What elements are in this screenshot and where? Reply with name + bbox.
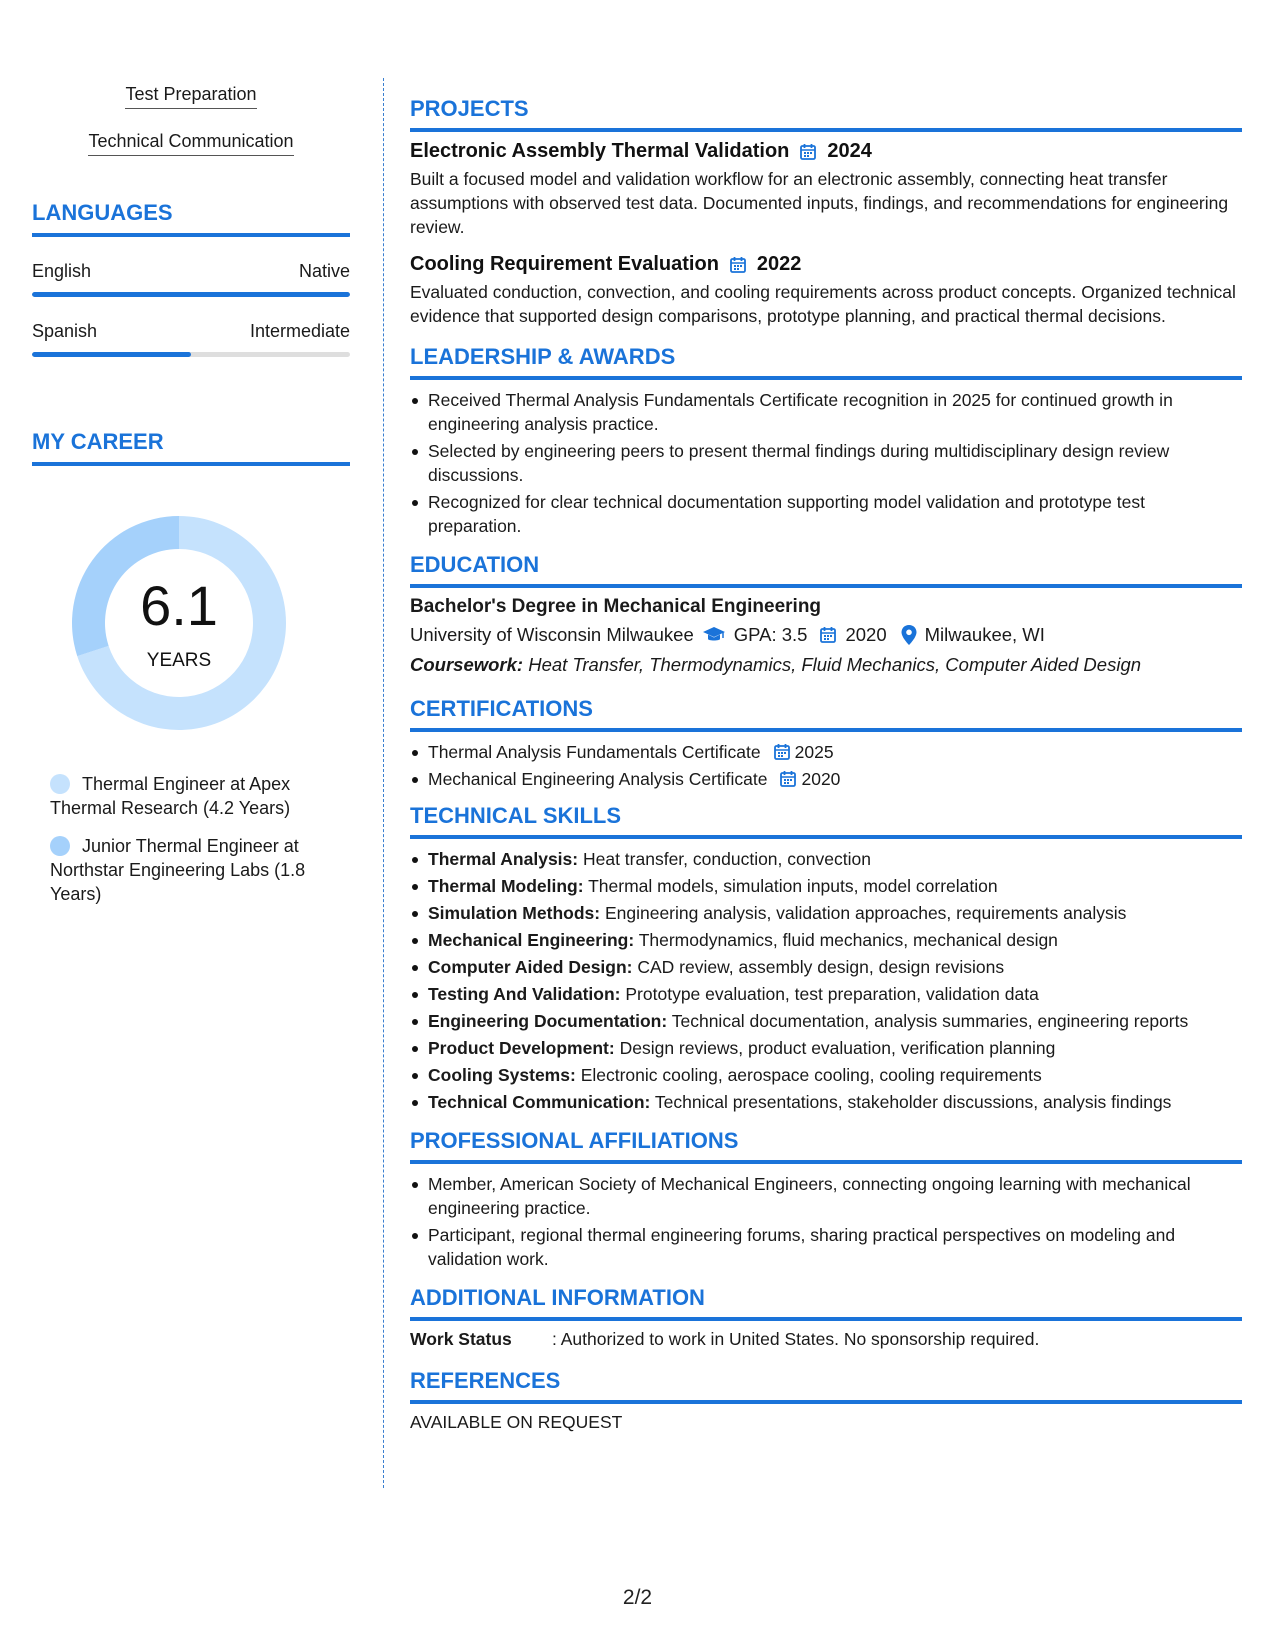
affiliations-list [410,1172,1242,1271]
certifications-list [410,740,1242,791]
skill-text: Technical presentations, stakeholder discussions, analysis findings [654,1092,1172,1112]
legend-dot-icon [50,774,70,794]
list-item: Received Thermal Analysis Fundamentals Certificate recognition in 2025 for continued growth in engineering analysis practice. [410,388,1242,436]
work-status-value: : Authorized to work in United States. No sponsorship required. [552,1329,1040,1349]
language-level: Intermediate [249,321,350,341]
education-location: Milwaukee, WI [924,624,1045,645]
career-item: Junior Thermal Engineer at Northstar Engineering Labs (1.8 Years) [50,836,306,904]
projects-heading: PROJECTS [410,96,1242,132]
skill-label: Cooling Systems: [428,1065,576,1085]
skill-text: Thermal models, simulation inputs, model correlation [588,876,998,896]
calendar-icon [729,256,747,274]
project-description: Evaluated conduction, convection, and cooling requirements across product concepts. Organized technical evidence that supported design comparisons, prototype planning, and practical thermal decisions. [410,282,1236,326]
skill-text: Heat transfer, conduction, convection [582,849,871,869]
skill-item [410,1009,1242,1033]
skill-text: CAD review, assembly design, design revisions [637,957,1005,977]
career-list [32,772,350,906]
skill-item [410,901,1242,925]
skill-item [410,1036,1242,1060]
skill-label: Engineering Documentation: [428,1011,668,1031]
project-title: Electronic Assembly Thermal Validation [410,140,790,162]
location-pin-icon [901,625,917,645]
language-entry [32,261,350,297]
skill-item [410,847,1242,871]
education-school: University of Wisconsin Milwaukee [410,624,694,645]
certification-year: 2025 [794,742,834,762]
calendar-icon [779,770,797,788]
sidebar [32,84,350,920]
career-unit: YEARS [146,650,212,671]
certification-year: 2020 [801,769,841,789]
certification-name: Mechanical Engineering Analysis Certificate [428,769,768,789]
project-description: Built a focused model and validation workflow for an electronic assembly, connecting heat transfer assumptions with observed test data. Documented inputs, findings, and recommendations for engineering review. [410,169,1229,237]
language-entry [32,321,350,357]
work-status-row [410,1329,1242,1350]
sidebar-skill: Test Preparation [32,84,350,109]
education-gpa: GPA: 3.5 [733,624,808,645]
skill-item [410,1090,1242,1114]
skill-text: Engineering analysis, validation approaches, requirements analysis [604,903,1127,923]
calendar-icon [773,743,791,761]
skill-item [410,928,1242,952]
skill-item [410,982,1242,1006]
language-bar [32,352,350,357]
certifications-heading: CERTIFICATIONS [410,696,1242,732]
language-bar-fill [32,352,191,357]
skill-text: Design reviews, product evaluation, verification planning [619,1038,1056,1058]
career-item: Thermal Engineer at Apex Thermal Research (4.2 Years) [50,774,291,818]
skill-item [410,955,1242,979]
skill-label: Testing And Validation: [428,984,621,1004]
skill-label: Thermal Modeling: [428,876,584,896]
skill-label: Thermal Analysis: [428,849,579,869]
career-donut-chart [66,510,292,736]
calendar-icon [819,626,837,644]
project-title: Cooling Requirement Evaluation [410,253,719,275]
certification-name: Thermal Analysis Fundamentals Certificate [428,742,761,762]
languages-heading: LANGUAGES [32,200,350,237]
references-text: AVAILABLE ON REQUEST [410,1412,623,1432]
main-content [410,96,1242,1433]
list-item: Participant, regional thermal engineering forums, sharing practical perspectives on modeling and validation work. [410,1223,1242,1271]
skill-label: Technical Communication: [428,1092,651,1112]
education-year: 2020 [845,624,887,645]
skill-text: Electronic cooling, aerospace cooling, cooling requirements [580,1065,1042,1085]
project-item [410,140,1242,239]
career-heading: MY CAREER [32,429,350,466]
list-item: Recognized for clear technical documentation supporting model validation and prototype test preparation. [410,490,1242,538]
references-heading: REFERENCES [410,1368,1242,1404]
language-name: English [32,261,92,281]
skill-label: Mechanical Engineering: [428,930,635,950]
education-coursework [410,654,1242,676]
column-divider [383,78,384,1488]
skill-text: Thermodynamics, fluid mechanics, mechanical design [638,930,1058,950]
project-year: 2024 [827,140,872,162]
education-degree: Bachelor's Degree in Mechanical Engineering [410,596,822,617]
page-number: 2/2 [622,1586,653,1609]
project-item [410,253,1242,328]
coursework-label: Coursework: [410,654,524,675]
additional-info-heading: ADDITIONAL INFORMATION [410,1285,1242,1321]
project-year: 2022 [756,253,802,275]
leadership-list [410,388,1242,538]
work-status-label: Work Status [410,1329,512,1349]
language-bar [32,292,350,297]
coursework-value: Heat Transfer, Thermodynamics, Fluid Mechanics, Computer Aided Design [528,654,1142,675]
affiliations-heading: PROFESSIONAL AFFILIATIONS [410,1128,1242,1164]
skill-text: Prototype evaluation, test preparation, validation data [625,984,1039,1004]
calendar-icon [799,143,817,161]
technical-skills-list [410,847,1242,1114]
language-bar-fill [32,292,350,297]
skill-label: Simulation Methods: [428,903,601,923]
education-heading: EDUCATION [410,552,1242,588]
list-item: Selected by engineering peers to present thermal findings during multidisciplinary design review discussions. [410,439,1242,487]
skill-item [410,1063,1242,1087]
skill-label: Product Development: [428,1038,615,1058]
skill-text: Technical documentation, analysis summaries, engineering reports [671,1011,1189,1031]
technical-skills-heading: TECHNICAL SKILLS [410,803,1242,839]
language-level: Native [298,261,350,281]
education-details [410,624,1242,646]
career-total: 6.1 [140,574,218,637]
sidebar-skill: Technical Communication [32,131,350,156]
list-item: Member, American Society of Mechanical Engineers, connecting ongoing learning with mechanical engineering practice. [410,1172,1242,1220]
language-name: Spanish [32,321,98,341]
leadership-heading: LEADERSHIP & AWARDS [410,344,1242,380]
skill-label: Computer Aided Design: [428,957,633,977]
certification-item [410,740,1242,764]
certification-item [410,767,1242,791]
legend-dot-icon [50,836,70,856]
skill-item [410,874,1242,898]
graduation-cap-icon [702,626,726,644]
